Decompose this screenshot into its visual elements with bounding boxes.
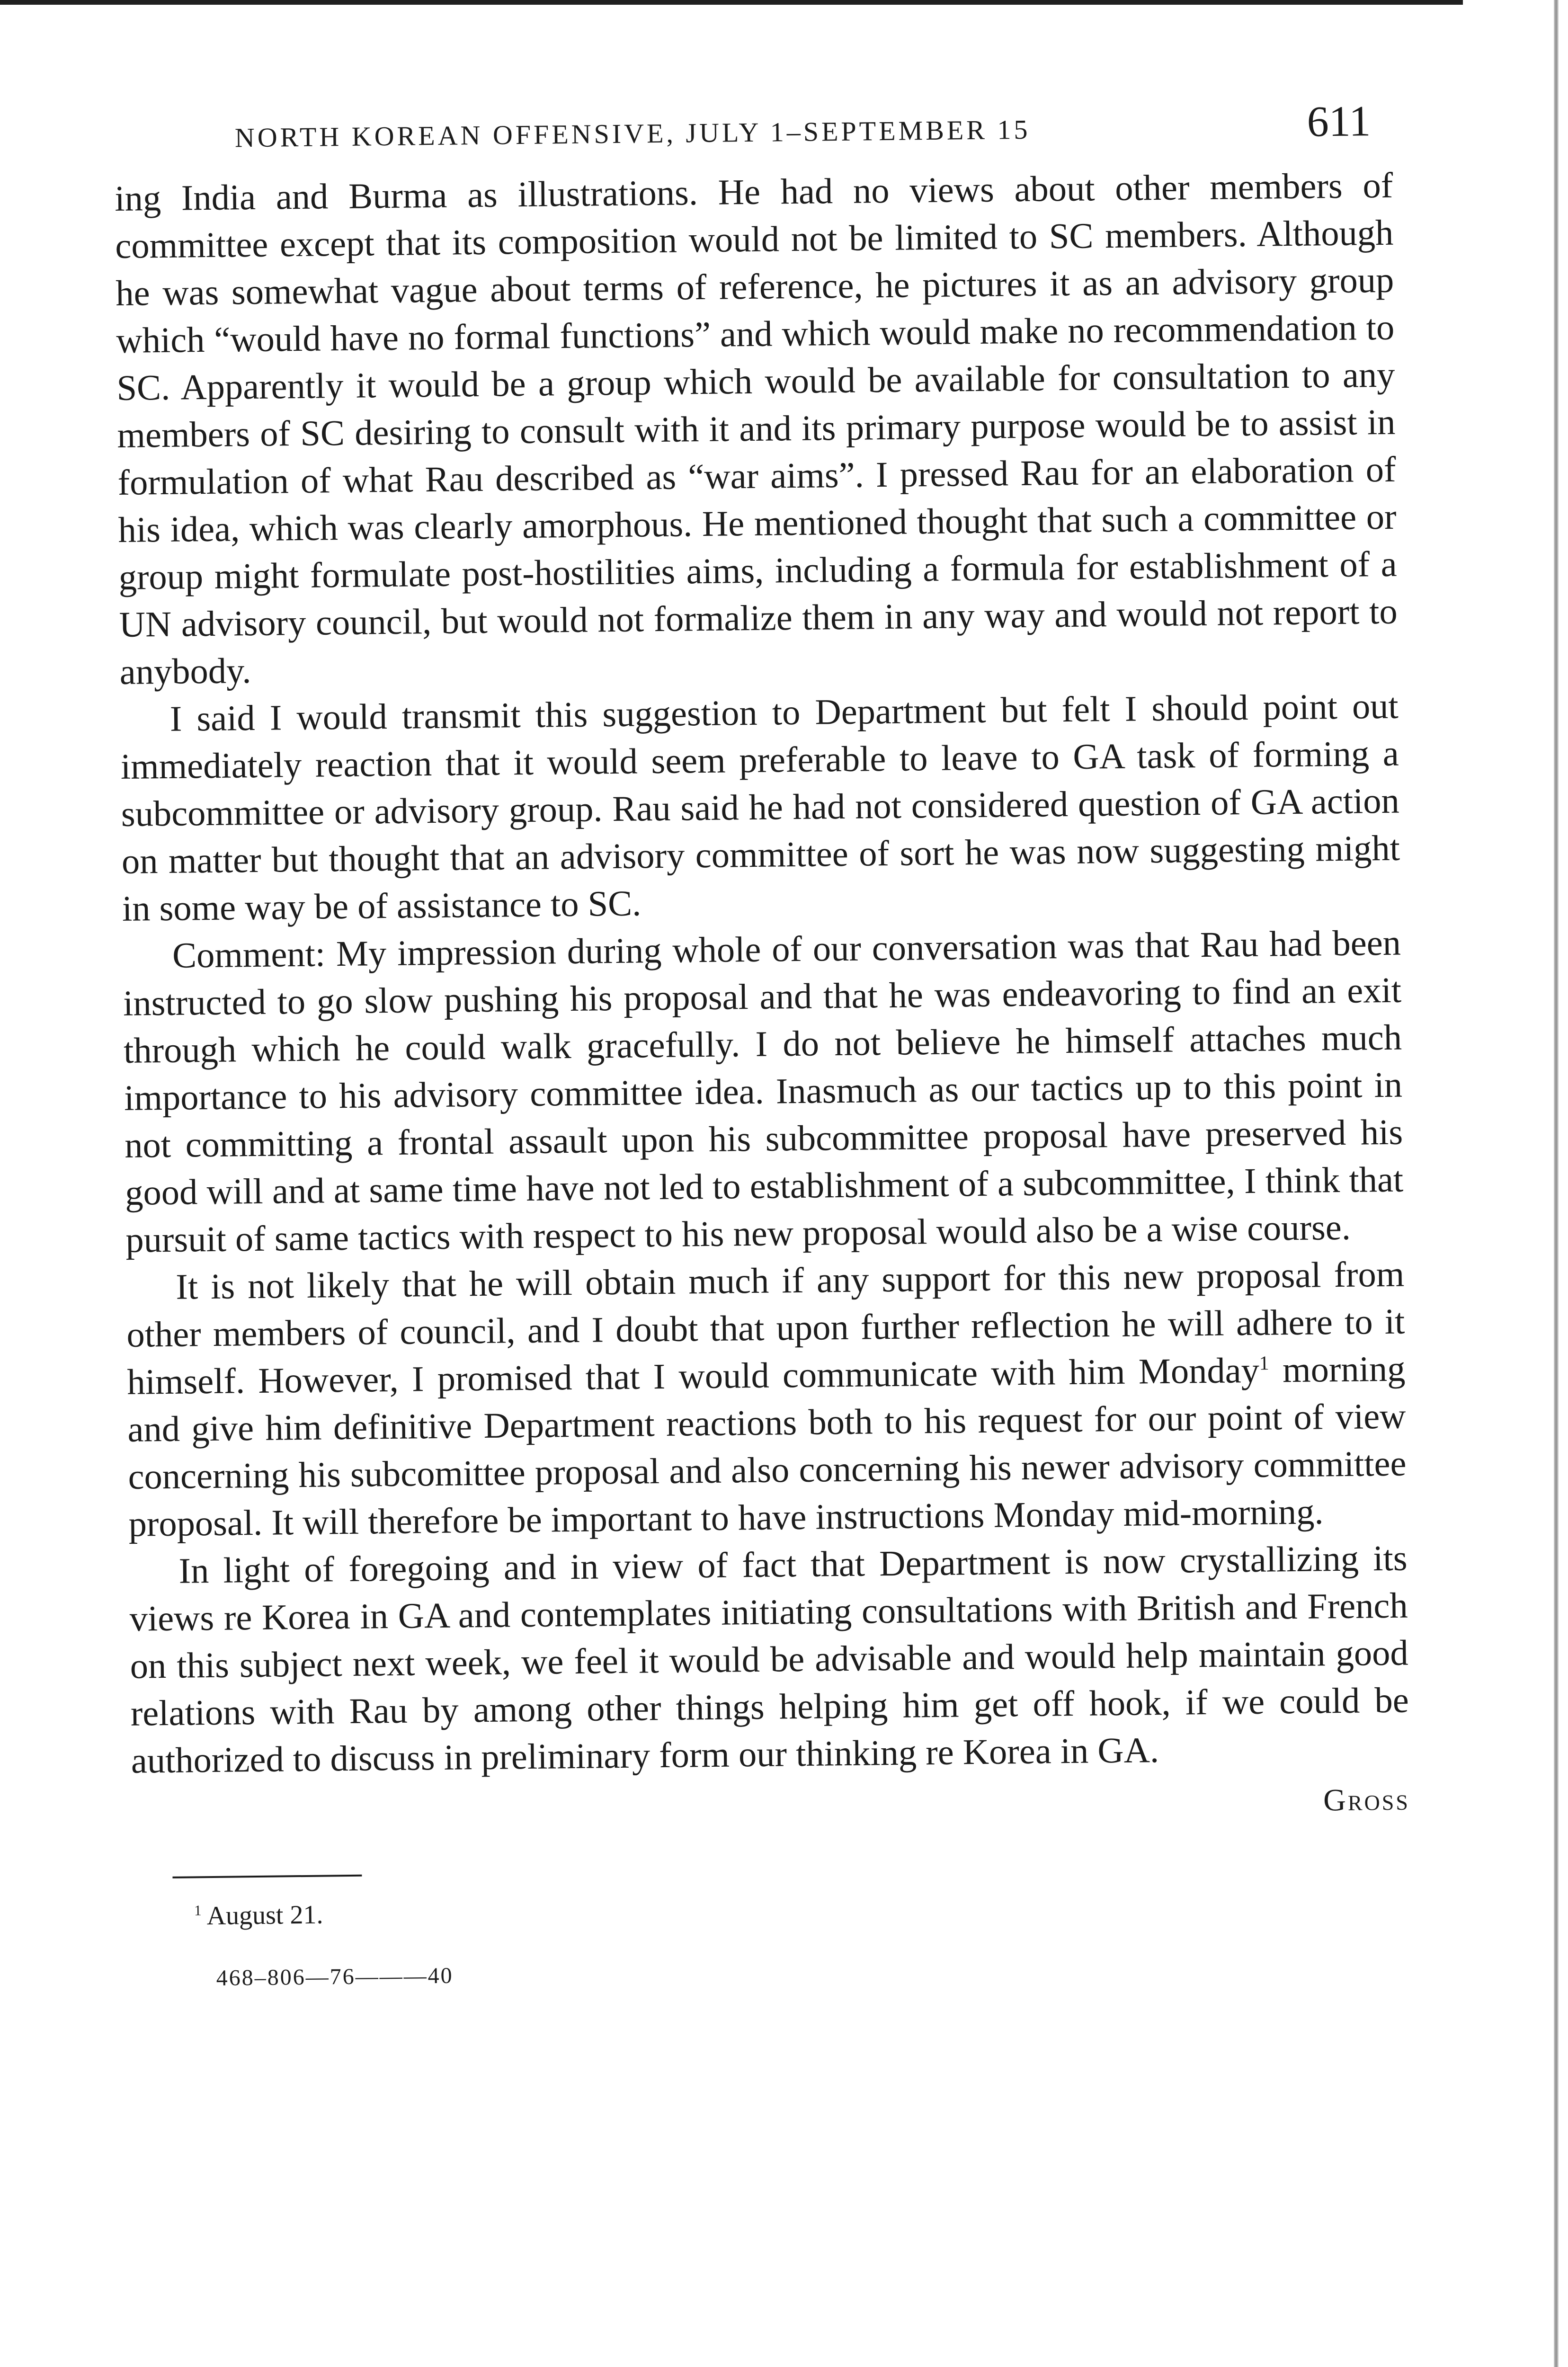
footnote-marker: 1: [194, 1902, 202, 1919]
footnote-reference: 1: [1259, 1353, 1269, 1375]
document-page: [114, 81, 1412, 1992]
page-number: 611: [1307, 97, 1371, 146]
signature: Gross: [1323, 1782, 1410, 1818]
body-text: [115, 162, 1410, 1837]
paragraph-comment: Comment: My impression during whole of our conversation was that Rau had been instructed to go slow pushing his proposal and that he was endeavoring to find an exit through which he could walk gracefully. I do not believe he himself attaches much importance to his advisory committee idea. Inasmuch as our tactics up to this point in not committing a frontal assault upon his subcommittee proposal have preserved his good will and at same time have not led to establishment of a subcommittee, I think that pursuit of same tactics with respect to his new proposal would also be a wise course.: [123, 922, 1404, 1260]
running-head-title: NORTH KOREAN OFFENSIVE, JULY 1–SEPTEMBER 15: [234, 114, 1031, 153]
paragraph-support-text-continued: morning and give him definitive Department reactions both to his request for our point of view concerning his subcomittee proposal and also concerning his newer advisory committee proposal. It will therefore be important to have instructions Monday mid-morning.: [127, 1348, 1407, 1544]
paragraph-support-text: It is not likely that he will obtain much if any support for this new proposal from other members of council, and I doubt that upon further reflection he will adhere to it himself. However, I promised that I would communicate with him Monday: [126, 1254, 1405, 1402]
paragraph-transmit-suggestion: I said I would transmit this suggestion to Department but felt I should point out immediately reaction that it would seem preferable to leave to GA task of forming a subcommittee or advisory group. Rau said he had not considered question of GA action on matter but thought that an advisory committee of sort he was now suggesting might in some way be of assistance to SC.: [120, 685, 1400, 929]
paragraph-continuation: ing India and Burma as illustrations. He had no views about other members of committee except that its composition would not be limited to SC members. Although he was somewhat vague about terms of reference, he pictures it as an advisory group which “would have no formal functions” and which would make no recommendation to SC. Apparently it would be a group which would be available for consultation to any members of SC desiring to consult with it and its primary purpose would be to assist in formulation of what Rau described as “war aims”. I pressed Rau for an elaboration of his idea, which was clearly amorphous. He mentioned thought that such a committee or group might formulate post-hostilities aims, including a formula for establishment of a UN advisory council, but would not formalize them in any way and would not report to anybody.: [114, 165, 1398, 692]
paragraph-recommendation: In light of foregoing and in view of fact that Department is now crystallizing its views re Korea in GA and contemplates initiating consultations with British and French on this subject next week, we feel it would be advisable and would help maintain good relations with Rau by among other things helping him get off hook, if we could be authorized to discuss in preliminary form our thinking re Korea in GA.: [129, 1538, 1409, 1781]
footnote: [194, 1888, 1411, 1931]
footnote-rule: [172, 1875, 362, 1878]
print-code: 468–806—76———40: [216, 1963, 454, 1991]
page-edge-scan-artifact: [1554, 0, 1559, 2367]
top-border-line: [0, 0, 1463, 5]
footnote-text: August 21.: [206, 1900, 323, 1931]
paragraph-support: [126, 1251, 1407, 1548]
running-head: [114, 81, 1392, 166]
